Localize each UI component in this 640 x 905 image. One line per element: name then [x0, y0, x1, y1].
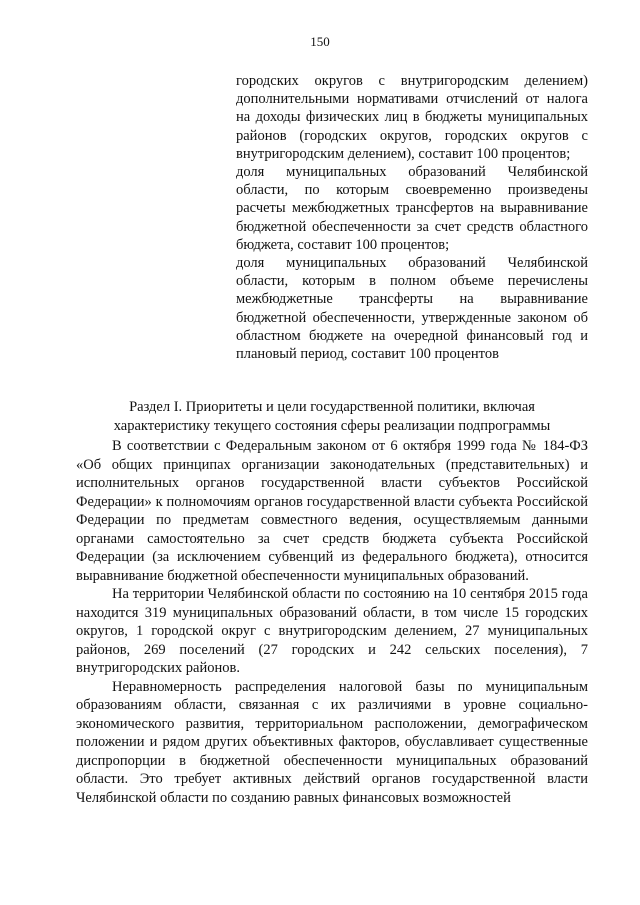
section-heading	[76, 398, 588, 435]
indicator-paragraph-1: городских округов с внутригородским делением) дополнительными нормативами отчислений от налога на доходы физических лиц в бюджеты муниципальных районов (городских округов, городских округов с внутригородским делением), составит 100 процентов;	[236, 73, 588, 162]
page-number: 150	[310, 34, 330, 49]
indicator-paragraph-2: доля муниципальных образований Челябинской области, по которым своевременно произведены расчеты межбюджетных трансфертов на выравнивание бюджетной обеспеченности за счет средств областного бюджета, составит 100 процентов;	[236, 164, 588, 253]
section-heading-line-2: характеристику текущего состояния сферы реализации подпрограммы	[113, 417, 551, 434]
continued-indicator-list	[236, 72, 588, 363]
body-paragraph-3: Неравномерность распределения налоговой базы по муниципальным образованиям области, связанная с их различиями в уровне социально-экономического развития, территориальном расположении, демографическом положении и рядом других объективных факторов, обуславливает существенные диспропорции в бюджетной обеспеченности муниципальных образований области. Это требует активных действий органов государственной власти Челябинской области по созданию равных финансовых возможностей	[76, 678, 588, 806]
body-text	[76, 437, 588, 807]
body-paragraph-2: На территории Челябинской области по состоянию на 10 сентября 2015 года находится 319 муниципальных образований области, в том числе 15 городских округов, 1 городской округ с внутригородским делением, 27 муниципальных районов, 269 поселений (27 городских и 242 сельских поселения), 7 внутригородских районов.	[76, 586, 588, 676]
indicator-paragraph-3: доля муниципальных образований Челябинской области, которым в полном объеме перечислены межбюджетные трансферты на выравнивание бюджетной обеспеченности, утвержденные законом об областном бюджете на очередной финансовый год и плановый период, составит 100 процентов	[236, 255, 588, 363]
body-paragraph-1: В соответствии с Федеральным законом от 6 октября 1999 года № 184-ФЗ «Об общих принципах организации законодательных (представительных) и исполнительных органов государственной власти субъектов Российской Федерации» к полномочиям органов государственной власти субъекта Российской Федерации по предметам совместного ведения, осуществляемым данными органами самостоятельно за счет средств бюджета субъекта Российской Федерации (за исключением субвенций из федерального бюджета), относится выравнивание бюджетной обеспеченности муниципальных образований.	[76, 438, 588, 584]
section-heading-line-1: Раздел I. Приоритеты и цели государственной политики, включая	[129, 399, 535, 415]
